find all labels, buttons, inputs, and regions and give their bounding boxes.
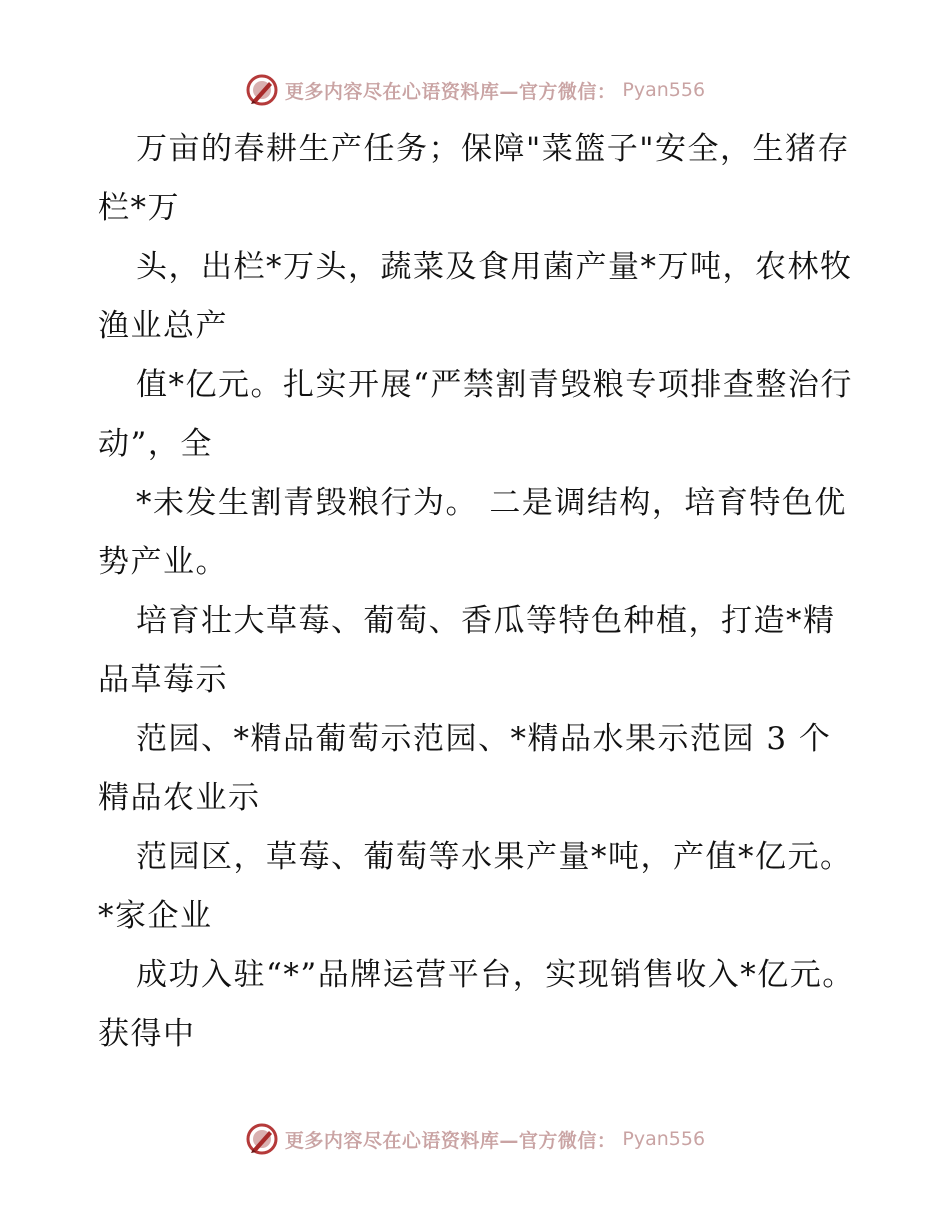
paragraph: 值*亿元。扎实开展“严禁割青毁粮专项排查整治行动”，全 — [98, 367, 853, 462]
header-banner-handle: Pyan556 — [622, 79, 706, 101]
header-banner — [0, 70, 950, 110]
paragraph: 万亩的春耕生产任务；保障"菜篮子"安全，生猪存栏*万 — [98, 131, 851, 226]
pen-circle-logo-icon — [245, 1122, 279, 1156]
document-body — [98, 120, 858, 1064]
paragraph: 成功入驻“*”品牌运营平台，实现销售收入*亿元。获得中 — [98, 957, 855, 1052]
footer-banner-text: 更多内容尽在心语资料库—官方微信： — [284, 1129, 617, 1152]
pen-circle-logo-icon — [245, 73, 279, 107]
footer-banner-handle: Pyan556 — [622, 1128, 706, 1150]
paragraph: 培育壮大草莓、葡萄、香瓜等特色种植，打造*精品草莓示 — [98, 603, 836, 698]
paragraph: 范园、*精品葡萄示范园、*精品水果示范园 3 个精品农业示 — [98, 721, 832, 816]
header-banner-text: 更多内容尽在心语资料库—官方微信： — [284, 80, 617, 103]
paragraph: 范园区，草莓、葡萄等水果产量*吨，产值*亿元。*家企业 — [98, 839, 853, 934]
footer-banner — [0, 1119, 950, 1159]
paragraph: *未发生割青毁粮行为。 二是调结构，培育特色优势产业。 — [98, 485, 847, 580]
paragraph: 头，出栏*万头，蔬菜及食用菌产量*万吨，农林牧渔业总产 — [98, 249, 853, 344]
